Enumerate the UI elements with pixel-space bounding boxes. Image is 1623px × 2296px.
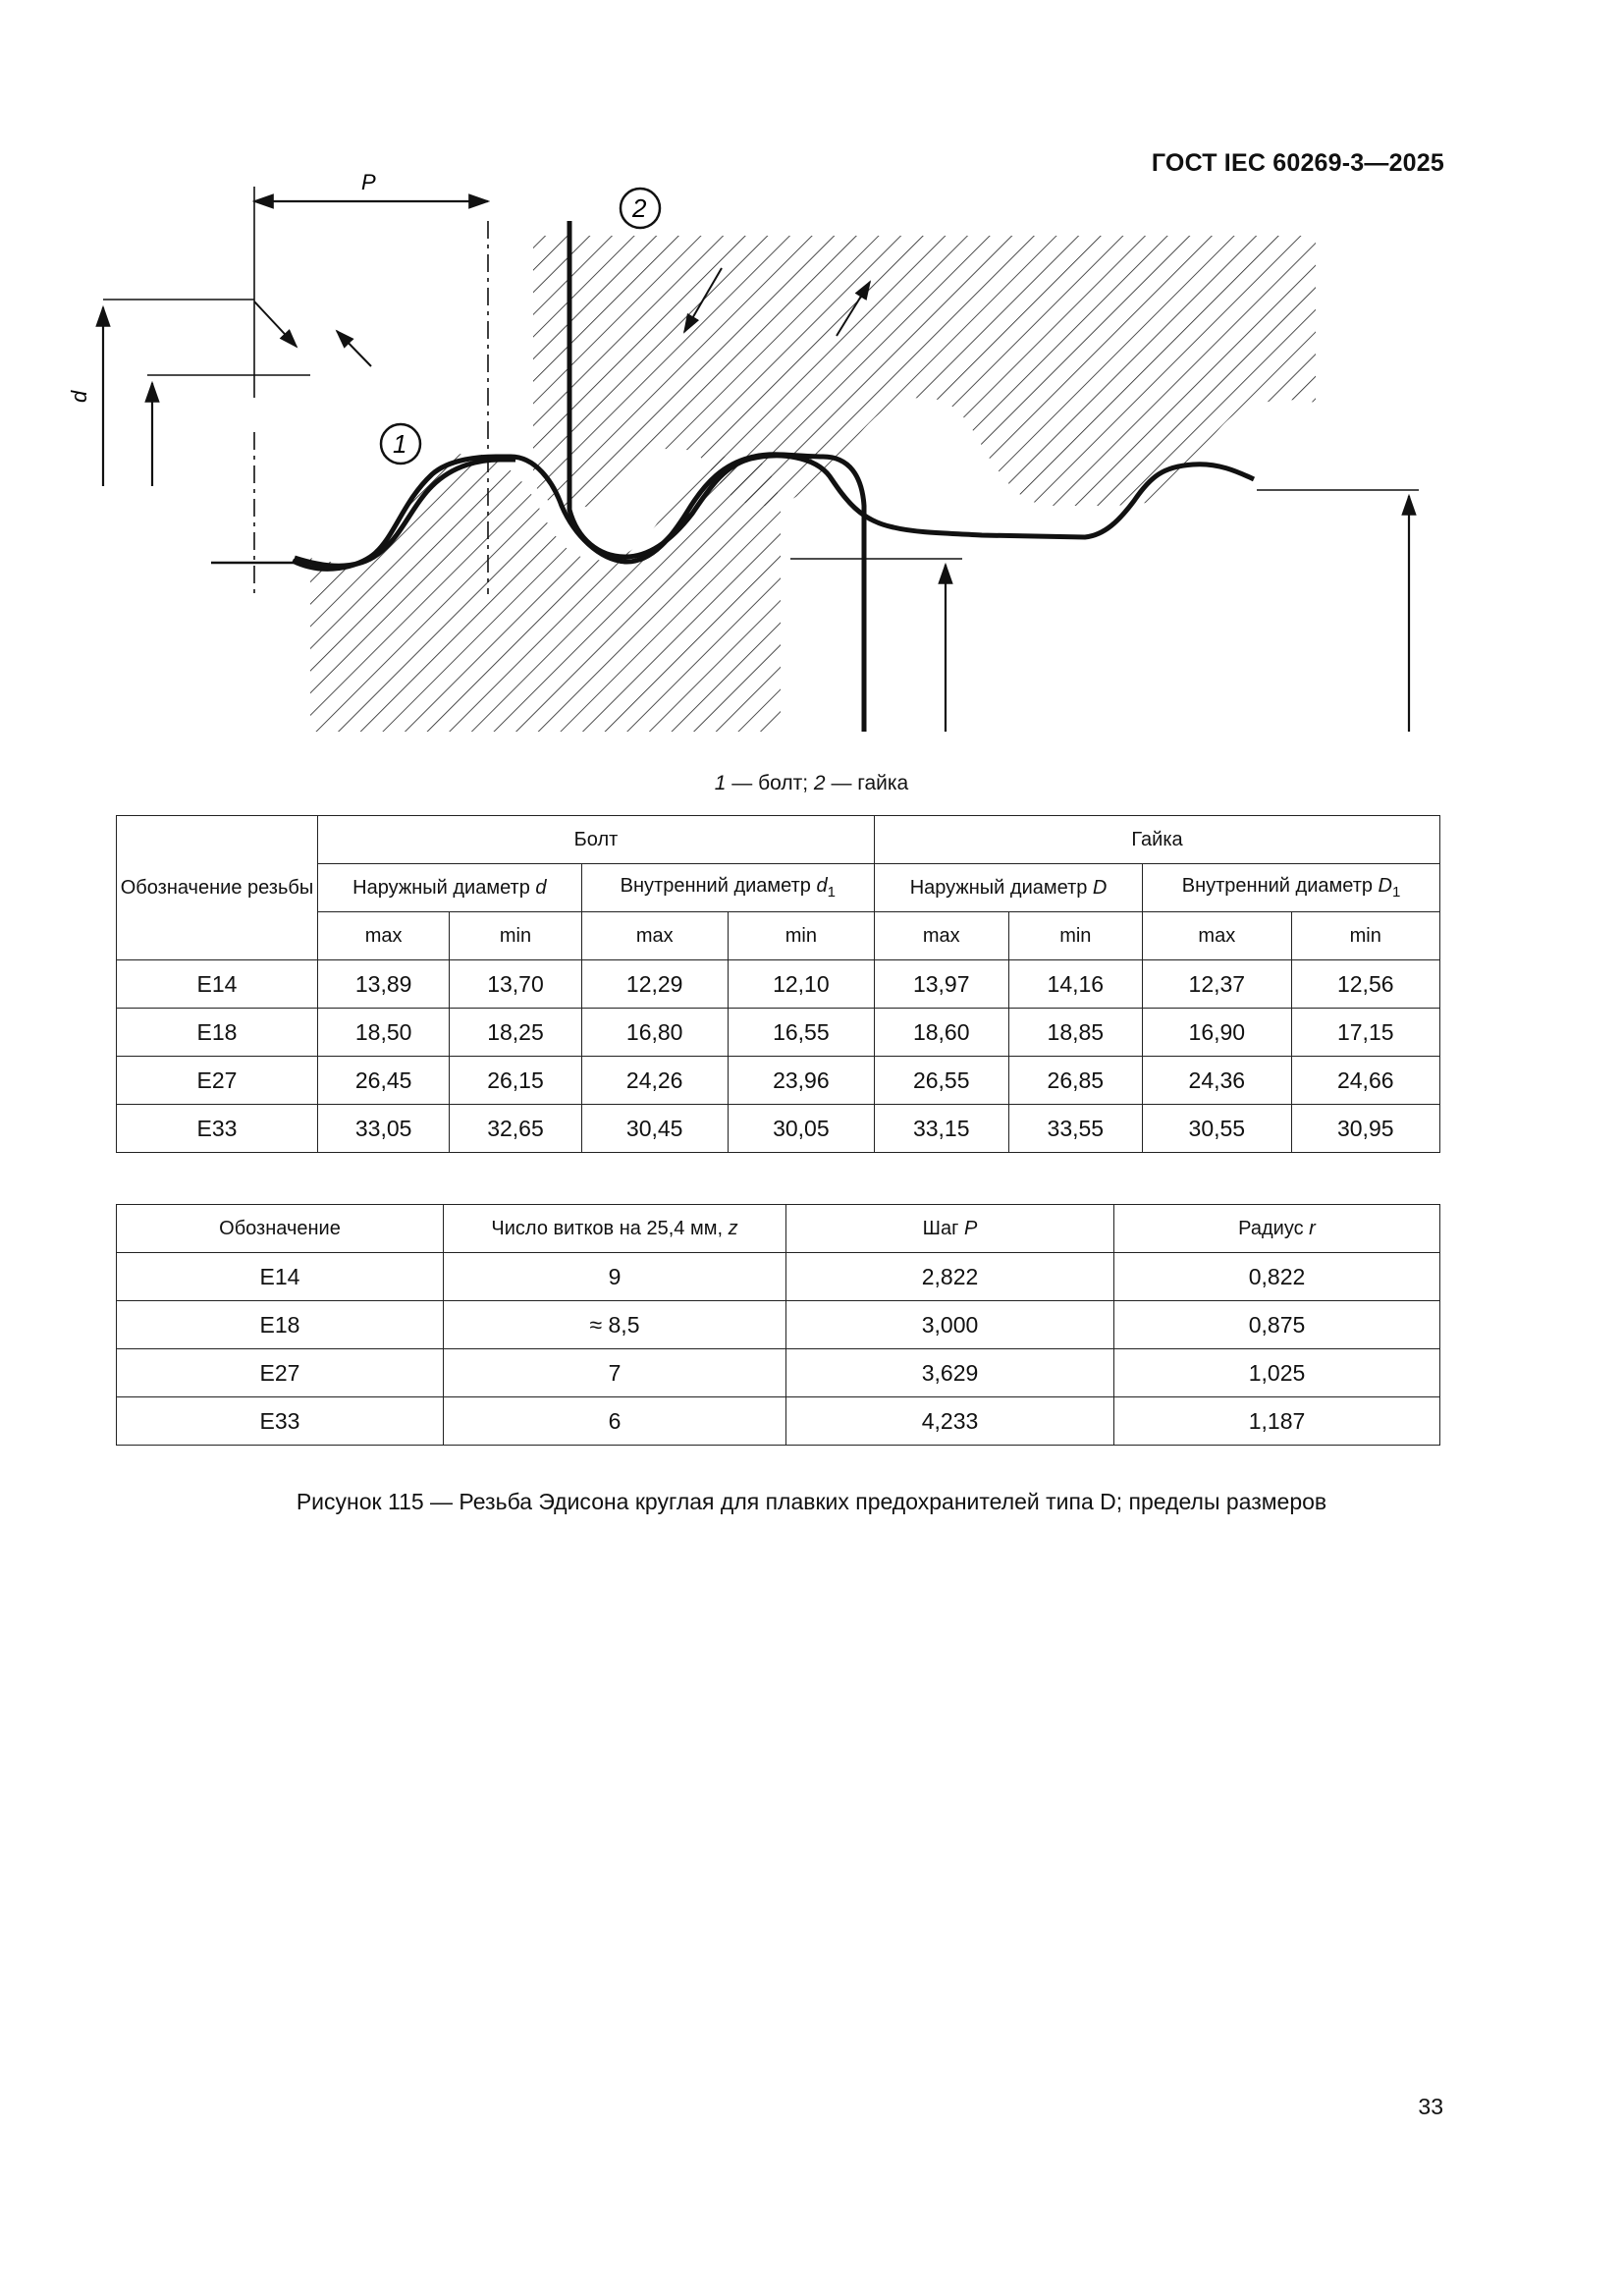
table-row: E27 26,45 26,15 24,26 23,96 26,55 26,85 24,36 24,66: [117, 1057, 1440, 1105]
bolt-header: Болт: [318, 816, 875, 864]
table-row: E14 13,89 13,70 12,29 12,10 13,97 14,16 12,37 12,56: [117, 960, 1440, 1009]
designation-header: Обозначение резьбы: [117, 816, 318, 960]
figure-legend: 1 — болт; 2 — гайка: [714, 772, 909, 794]
nut-header: Гайка: [874, 816, 1439, 864]
thread-dimensions-table: Обозначение резьбы Болт Гайка Наружный диаметр d Внутренний диаметр $d_1$ Наружный диаметр D Внутренний диаметр $D_1$ max min max min max min max min E14 13,89 13,70 12,29 12,10 13,97 14,16 12,37 12,56 E18 18,50 18,25 16,80 16,55 18,60 18,85 16,90 17,15 E27 26,45 26,15 24,26 23,96 26,55 26,85 24,36 24,66 E33 33,05 32,65 30,45 30,05 33,15 33,55 30,55 30,95: [116, 815, 1440, 1153]
part-1-label: 1: [393, 429, 407, 459]
figure-caption: Рисунок 115 — Резьба Эдисона круглая для плавких предохранителей типа D; пределы размеров: [296, 1489, 1327, 1514]
pitch-label: P: [361, 170, 376, 194]
table-row: E14 9 2,822 0,822: [117, 1253, 1440, 1301]
outer-diameter-label-d: d: [67, 390, 91, 403]
bolt-inner-diameter-header: Внутренний диаметр $d_1$: [581, 864, 874, 912]
document-code: ГОСТ IEC 60269-3—2025: [1151, 149, 1444, 177]
nut-outer-diameter-header: Наружный диаметр D: [874, 864, 1142, 912]
table-row: E18 ≈ 8,5 3,000 0,875: [117, 1301, 1440, 1349]
page-number: 33: [1418, 2094, 1443, 2119]
table-row: E18 18,50 18,25 16,80 16,55 18,60 18,85 16,90 17,15: [117, 1009, 1440, 1057]
table-row: E33 33,05 32,65 30,45 30,05 33,15 33,55 30,55 30,95: [117, 1105, 1440, 1153]
bolt-outer-diameter-header: Наружный диаметр d: [318, 864, 582, 912]
part-2-label: 2: [632, 193, 647, 223]
thread-profile-drawing: [67, 170, 1355, 751]
thread-pitch-table: Обозначение Число витков на 25,4 мм, z Шаг P Радиус r E14 9 2,822 0,822 E18 ≈ 8,5 3,000 0,875 E27 7 3,629 1,025 E33 6 4,233 1,187: [116, 1204, 1440, 1446]
nut-inner-diameter-header: Внутренний диаметр $D_1$: [1143, 864, 1440, 912]
table-row: E33 6 4,233 1,187: [117, 1397, 1440, 1446]
table-row: E27 7 3,629 1,025: [117, 1349, 1440, 1397]
nut-section: [533, 236, 1316, 508]
